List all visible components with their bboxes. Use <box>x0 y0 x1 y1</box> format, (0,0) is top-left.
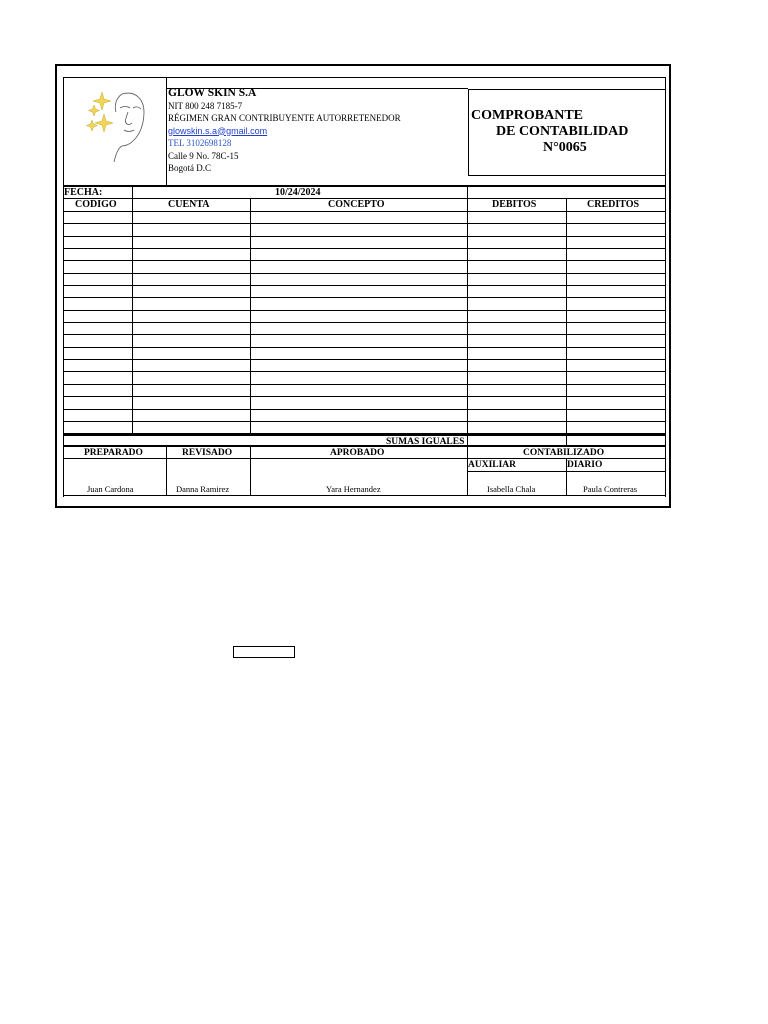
voucher-header <box>63 77 666 187</box>
company-address: Calle 9 No. 78C-15 <box>168 150 239 161</box>
row-divider <box>250 397 251 408</box>
preparado-label: PREPARADO <box>84 448 143 459</box>
row-divider <box>566 224 567 235</box>
row-divider <box>566 410 567 421</box>
row-divider <box>467 237 468 248</box>
col-concepto: CONCEPTO <box>328 199 385 210</box>
revisado-label: REVISADO <box>182 448 233 459</box>
row-divider <box>250 385 251 396</box>
sums-divider-1 <box>467 436 468 445</box>
row-divider <box>250 286 251 297</box>
row-divider <box>250 335 251 346</box>
sums-label: SUMAS IGUALES <box>386 437 465 448</box>
date-row <box>63 187 666 199</box>
row-divider <box>467 422 468 433</box>
table-row[interactable] <box>63 274 666 286</box>
table-row[interactable] <box>63 249 666 261</box>
row-divider <box>566 286 567 297</box>
table-row[interactable] <box>63 372 666 384</box>
auxiliar-rule <box>467 471 666 472</box>
col-divider-2 <box>250 199 251 211</box>
table-row[interactable] <box>63 410 666 422</box>
entries-table <box>63 187 666 496</box>
row-divider <box>132 397 133 408</box>
row-divider <box>566 249 567 260</box>
row-divider <box>132 249 133 260</box>
row-divider <box>566 298 567 309</box>
contabilizado-label: CONTABILIZADO <box>523 448 605 459</box>
row-divider <box>566 212 567 223</box>
table-row[interactable] <box>63 397 666 409</box>
col-divider-4 <box>566 199 567 211</box>
col-creditos: CREDITOS <box>587 199 640 210</box>
company-city: Bogotá D.C <box>168 163 212 173</box>
table-row[interactable] <box>63 311 666 323</box>
table-row[interactable] <box>63 422 666 434</box>
table-row[interactable] <box>63 298 666 310</box>
row-divider <box>566 261 567 272</box>
table-row[interactable] <box>63 360 666 372</box>
row-divider <box>566 372 567 383</box>
row-divider <box>132 323 133 334</box>
table-row[interactable] <box>63 237 666 249</box>
row-divider <box>132 212 133 223</box>
row-divider <box>467 410 468 421</box>
row-divider <box>132 422 133 433</box>
date-divider-1 <box>132 187 133 198</box>
row-divider <box>467 360 468 371</box>
table-row[interactable] <box>63 212 666 224</box>
sums-divider-2 <box>566 436 567 445</box>
row-divider <box>250 348 251 359</box>
row-divider <box>250 311 251 322</box>
row-divider <box>250 261 251 272</box>
table-row[interactable] <box>63 323 666 335</box>
table-row[interactable] <box>63 335 666 347</box>
row-divider <box>467 335 468 346</box>
preparado-name: Juan Cardona <box>87 484 134 495</box>
date-divider-2 <box>467 187 468 198</box>
date-label: FECHA: <box>64 187 103 198</box>
row-divider <box>250 212 251 223</box>
row-divider <box>250 360 251 371</box>
auxiliar-name: Isabella Chala <box>487 484 536 495</box>
row-divider <box>132 348 133 359</box>
row-divider <box>467 298 468 309</box>
row-divider <box>566 237 567 248</box>
date-value[interactable]: 10/24/2024 <box>275 187 321 198</box>
row-divider <box>132 286 133 297</box>
row-divider <box>467 212 468 223</box>
row-divider <box>467 311 468 322</box>
signature-names-row <box>63 459 666 496</box>
row-divider <box>132 372 133 383</box>
table-row[interactable] <box>63 348 666 360</box>
row-divider <box>132 237 133 248</box>
row-divider <box>467 224 468 235</box>
company-regime: RÉGIMEN GRAN CONTRIBUYENTE AUTORRETENEDOR <box>168 113 401 123</box>
row-divider <box>132 261 133 272</box>
row-divider <box>566 385 567 396</box>
col-codigo: CODIGO <box>75 199 117 210</box>
voucher-title-box <box>468 89 666 176</box>
row-divider <box>250 422 251 433</box>
row-divider <box>566 397 567 408</box>
row-divider <box>467 249 468 260</box>
signature-header-row <box>63 447 666 459</box>
row-divider <box>566 323 567 334</box>
table-row[interactable] <box>63 224 666 236</box>
row-divider <box>467 348 468 359</box>
row-divider <box>132 360 133 371</box>
company-nit: NIT 800 248 7185-7 <box>168 100 243 111</box>
row-divider <box>566 360 567 371</box>
sums-row <box>63 434 666 447</box>
row-divider <box>250 237 251 248</box>
row-divider <box>467 261 468 272</box>
company-email-link[interactable]: glowskin.s.a@gmail.com <box>168 125 268 136</box>
table-row[interactable] <box>63 385 666 397</box>
row-divider <box>467 397 468 408</box>
row-divider <box>250 224 251 235</box>
table-row[interactable] <box>63 261 666 273</box>
sig-divider-1 <box>166 447 167 458</box>
row-divider <box>467 323 468 334</box>
row-divider <box>250 410 251 421</box>
voucher-title-line1: COMPROBANTE <box>471 108 583 123</box>
revisado-name: Danna Ramirez <box>176 484 230 495</box>
row-divider <box>132 274 133 285</box>
col-debitos: DEBITOS <box>492 199 537 210</box>
logo <box>64 78 167 185</box>
row-divider <box>250 323 251 334</box>
aprobado-label: APROBADO <box>330 448 385 459</box>
entry-rows <box>63 212 666 434</box>
row-divider <box>132 410 133 421</box>
company-phone: TEL 3102698128 <box>168 138 232 148</box>
column-header-row <box>63 199 666 212</box>
voucher-number: N°0065 <box>543 140 587 155</box>
row-divider <box>250 372 251 383</box>
row-divider <box>467 372 468 383</box>
diario-label: DIARIO <box>567 460 603 471</box>
row-divider <box>132 311 133 322</box>
row-divider <box>566 422 567 433</box>
row-divider <box>566 335 567 346</box>
row-divider <box>250 298 251 309</box>
row-divider <box>132 224 133 235</box>
sig-divider-2 <box>250 447 251 458</box>
row-divider <box>566 274 567 285</box>
col-divider-3 <box>467 199 468 211</box>
col-divider-1 <box>132 199 133 211</box>
row-divider <box>132 298 133 309</box>
sig-divider-3 <box>467 447 468 458</box>
empty-cell-box[interactable] <box>233 646 295 658</box>
company-info <box>168 87 468 175</box>
row-divider <box>132 385 133 396</box>
auxiliar-label: AUXILIAR <box>468 460 517 471</box>
row-divider <box>467 274 468 285</box>
col-cuenta: CUENTA <box>168 199 210 210</box>
row-divider <box>566 348 567 359</box>
table-row[interactable] <box>63 286 666 298</box>
sign-divider-1 <box>166 459 167 495</box>
row-divider <box>132 335 133 346</box>
voucher-title-line2: DE CONTABILIDAD <box>496 124 629 139</box>
row-divider <box>467 385 468 396</box>
row-divider <box>250 274 251 285</box>
row-divider <box>467 286 468 297</box>
row-divider <box>250 249 251 260</box>
face-with-stars-icon <box>64 78 167 186</box>
diario-name: Paula Contreras <box>583 484 638 495</box>
aprobado-name: Yara Hernandez <box>326 484 381 495</box>
row-divider <box>566 311 567 322</box>
company-name: GLOW SKIN S.A <box>168 87 257 99</box>
header-top-rule <box>166 88 468 89</box>
sign-divider-2 <box>250 459 251 495</box>
